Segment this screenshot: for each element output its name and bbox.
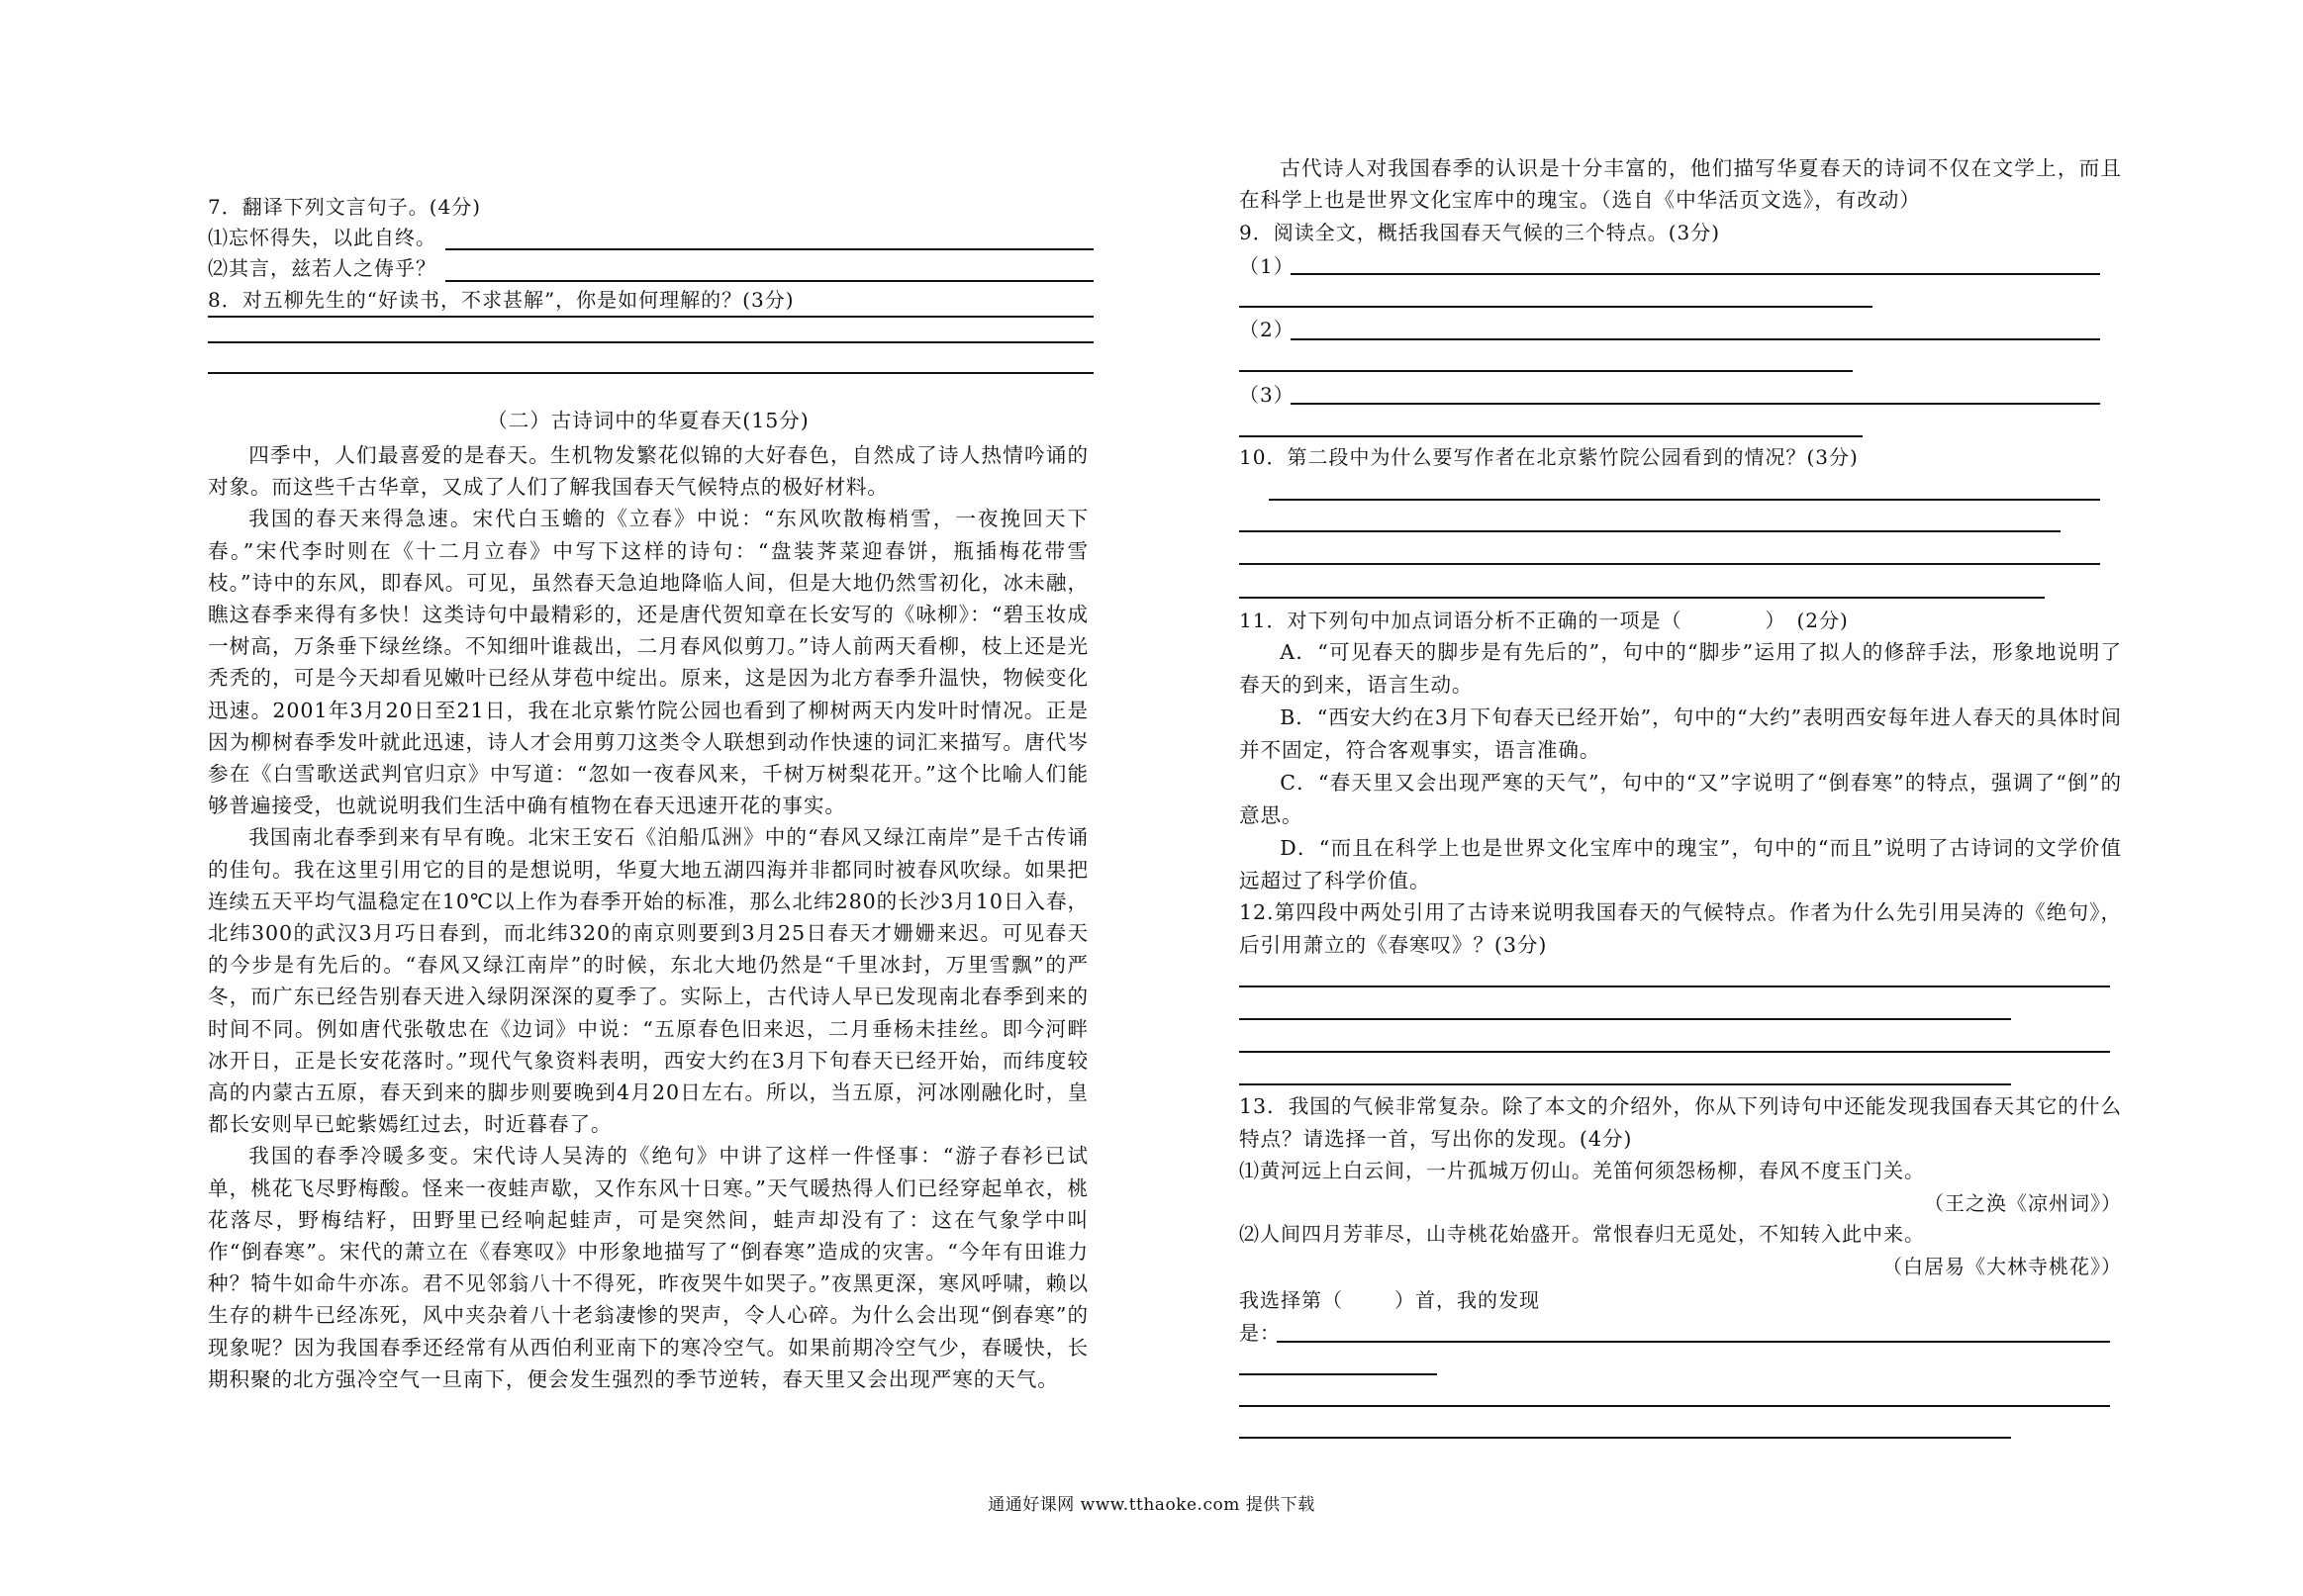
q9-answer-line-1b[interactable] [1239, 306, 1872, 308]
choose-prefix: 我选择第（ [1239, 1288, 1343, 1312]
q10-answer-line-2[interactable] [1239, 530, 2061, 532]
q9-answer-line-2b[interactable] [1239, 370, 1853, 372]
discovery-label: 是： [1239, 1321, 1281, 1345]
q13-question: 13．我国的气候非常复杂。除了本文的介绍外，你从下列诗句中还能发现我国春天其它的什么特点？请选择一首，写出你的发现。(4分) [1239, 1094, 2122, 1151]
q12-answer-line-3[interactable] [1239, 1051, 2110, 1053]
q13-block [1239, 1090, 2122, 1156]
article-paragraph-2: 我国的春天来得急速。宋代白玉蟾的《立春》中说：“东风吹散梅梢雪，一夜挽回天下春。”宋代李时则在《十二月立春》中写下这样的诗句：“盘装荠菜迎春饼，瓶插梅花带雪枝。”诗中的东风，即春风。可见，虽然春天急迫地降临人间，但是大地仍然雪初化，冰未融，瞧这春季来得有多快！这类诗句中最精彩的，还是唐代贺知章在长安写的《咏柳》：“碧玉妆成一树高，万条垂下绿丝绦。不知细叶谁裁出，二月春风似剪刀。”诗人前两天看柳，枝上还是光秃秃的，可是今天却看见嫩叶已经从芽苞中绽出。原来，这是因为北方春季升温快，物候变化迅速。2001年3月20日至21日，我在北京紫竹院公园也看到了柳树两天内发叶时情况。正是因为柳树春季发叶就此迅速，诗人才会用剪刀这类令人联想到动作快速的词汇来描写。唐代岑参在《白雪歌送武判官归京》中写道：“忽如一夜春风来，千树万树梨花开。”这个比喻人们能够普遍接受，也就说明我们生活中确有植物在春天迅速开花的事实。 [208, 507, 1089, 818]
q9-label-2: （2） [1239, 318, 1295, 341]
q9-answer-line-3b[interactable] [1239, 435, 1863, 437]
q12-answer-line-1[interactable] [1239, 986, 2110, 987]
q9-question: 9．阅读全文，概括我国春天气候的三个特点。(3分) [1239, 221, 1721, 244]
q7-item-2: ⑵其言，兹若人之俦乎？ [208, 256, 436, 280]
q10-answer-line-4[interactable] [1239, 597, 2045, 599]
q11-title: 11．对下列句中加点词语分析不正确的一项是（ ） (2分) [1239, 609, 1849, 632]
q11-options [1239, 636, 2122, 897]
poem-2-author: （白居易《大林寺桃花》） [1882, 1255, 2122, 1278]
q8-answer-line-3[interactable] [208, 372, 1094, 374]
q9-answer-line-1a[interactable] [1291, 273, 2100, 275]
q10-answer-line-1[interactable] [1269, 499, 2100, 501]
q7-answer-line-1[interactable] [445, 248, 1094, 250]
intro-paragraph-block [1239, 152, 2122, 216]
footer-credit: 通通好课网 www.tthaoke.com 提供下载 [988, 1495, 1315, 1515]
intro-paragraph: 古代诗人对我国春季的认识是十分丰富的，他们描写华夏春天的诗词不仅在文学上，而且在科学上也是世界文化宝库中的瑰宝。（选自《中华活页文选》，有改动） [1239, 156, 2122, 212]
q11-option-c: C．“春天里又会出现严寒的天气”，句中的“又”字说明了“倒春寒”的特点，强调了“倒”的意思。 [1239, 771, 2122, 827]
q8-question: 8．对五柳先生的“好读书，不求甚解”，你是如何理解的？(3分) [208, 288, 795, 312]
q7-item-1: ⑴忘怀得失，以此自终。 [208, 226, 436, 249]
poem-1-author: （王之涣《凉州词》） [1924, 1191, 2122, 1215]
q9-answer-line-2a[interactable] [1291, 338, 2100, 340]
q7-answer-line-2[interactable] [445, 280, 1094, 282]
choose-line [1239, 1287, 1540, 1313]
article-paragraph-4: 我国的春季冷暖多变。宋代诗人吴涛的《绝句》中讲了这样一件怪事：“游子春衫已试单，桃花飞尽野梅酸。怪来一夜蛙声歇，又作东风十日寒。”天气暖热得人们已经穿起单衣，桃花落尽，野梅结籽，田野里已经响起蛙声，可是突然间，蛙声却没有了：这在气象学中叫作“倒春寒”。宋代的萧立在《春寒叹》中形象地描写了“倒春寒”造成的灾害。“今年有田谁力种？犄牛如命牛亦冻。君不见邻翁八十不得死，昨夜哭牛如哭子。”夜黑更深，寒风呼啸，赖以生存的耕牛已经冻死，风中夹杂着八十老翁凄惨的哭声，令人心碎。为什么会出现“倒春寒”的现象呢？因为我国春季还经常有从西伯利亚南下的寒冷空气。如果前期冷空气少，春暖快，长期积聚的北方强冷空气一旦南下，便会发生强烈的季节逆转，春天里又会出现严寒的天气。 [208, 1144, 1089, 1391]
poem-1: ⑴黄河远上白云间，一片孤城万仞山。羌笛何须怨杨柳，春风不度玉门关。 [1239, 1159, 1925, 1182]
q13-answer-line-1[interactable] [1277, 1341, 2110, 1343]
q11-option-a: A．“可见春天的脚步是有先后的”，句中的“脚步”运用了拟人的修辞手法，形象地说明了春天的到来，语言生动。 [1239, 640, 2122, 697]
q9-label-3: （3） [1239, 383, 1295, 407]
q12-question: 12.第四段中两处引用了古诗来说明我国春天的气候特点。作者为什么先引用吴涛的《绝句》，后引用萧立的《春寒叹》？(3分) [1239, 900, 2122, 957]
q12-answer-line-2[interactable] [1239, 1018, 2011, 1020]
q9-label-1: （1） [1239, 254, 1295, 278]
q13-answer-line-2[interactable] [1239, 1373, 1437, 1375]
q12-block [1239, 896, 2122, 962]
q10-answer-line-3[interactable] [1239, 563, 2100, 565]
section-title: （二）古诗词中的华夏春天(15分) [487, 409, 810, 432]
q11-option-b: B．“西安大约在3月下旬春天已经开始”，句中的“大约”表明西安每年进人春天的具体时间并不固定，符合客观事实，语言准确。 [1239, 705, 2122, 762]
q11-option-d: D．“而且在科学上也是世界文化宝库中的瑰宝”，句中的“而且”说明了古诗词的文学价值远超过了科学价值。 [1239, 836, 2122, 892]
q8-answer-line-2[interactable] [208, 341, 1094, 343]
choose-suffix: ）首，我的发现 [1394, 1288, 1540, 1312]
article-paragraph-3: 我国南北春季到来有早有晚。北宋王安石《泊船瓜洲》中的“春风又绿江南岸”是千古传诵的佳句。我在这里引用它的目的是想说明，华夏大地五湖四海并非都同时被春风吹绿。如果把连续五天平均气温稳定在10℃以上作为春季开始的标准，那么北纬280的长沙3月10日入春，北纬300的武汉3月巧日春到，而北纬320的南京则要到3月25日春天才姗姗来迟。可见春天的今步是有先后的。“春风又绿江南岸”的时候，东北大地仍然是“千里冰封，万里雪飘”的严冬，而广东已经告别春天进入绿阴深深的夏季了。实际上，古代诗人早已发现南北春季到来的时间不同。例如唐代张敬忠在《边词》中说：“五原春色旧来迟，二月垂杨未挂丝。即今河畔冰开日，正是长安花落时。”现代气象资料表明，西安大约在3月下旬春天已经开始，而纬度较高的内蒙古五原，春天到来的脚步则要晚到4月20日左右。所以，当五原，河冰刚融化时，皇都长安则早已蛇紫嫣红过去，时近暮春了。 [208, 825, 1089, 1137]
article-body [208, 439, 1089, 1395]
q7-title: 7．翻译下列文言句子。(4分) [208, 195, 482, 219]
article-paragraph-1: 四季中，人们最喜爱的是春天。生机物发繁花似锦的大好春色，自然成了诗人热情吟诵的对象。而这些千古华章，又成了人们了解我国春天气候特点的极好材料。 [208, 443, 1089, 500]
poem-2: ⑵人间四月芳菲尽，山寺桃花始盛开。常恨春归无觅处，不知转入此中来。 [1239, 1222, 1925, 1246]
q9-answer-line-3a[interactable] [1291, 403, 2100, 405]
q12-answer-line-4[interactable] [1239, 1083, 2011, 1085]
q13-answer-line-4[interactable] [1239, 1437, 2011, 1439]
q8-answer-line-1[interactable] [208, 316, 1094, 318]
q13-answer-line-3[interactable] [1239, 1405, 2110, 1407]
q10-question: 10．第二段中为什么要写作者在北京紫竹院公园看到的情况？(3分) [1239, 445, 1859, 469]
